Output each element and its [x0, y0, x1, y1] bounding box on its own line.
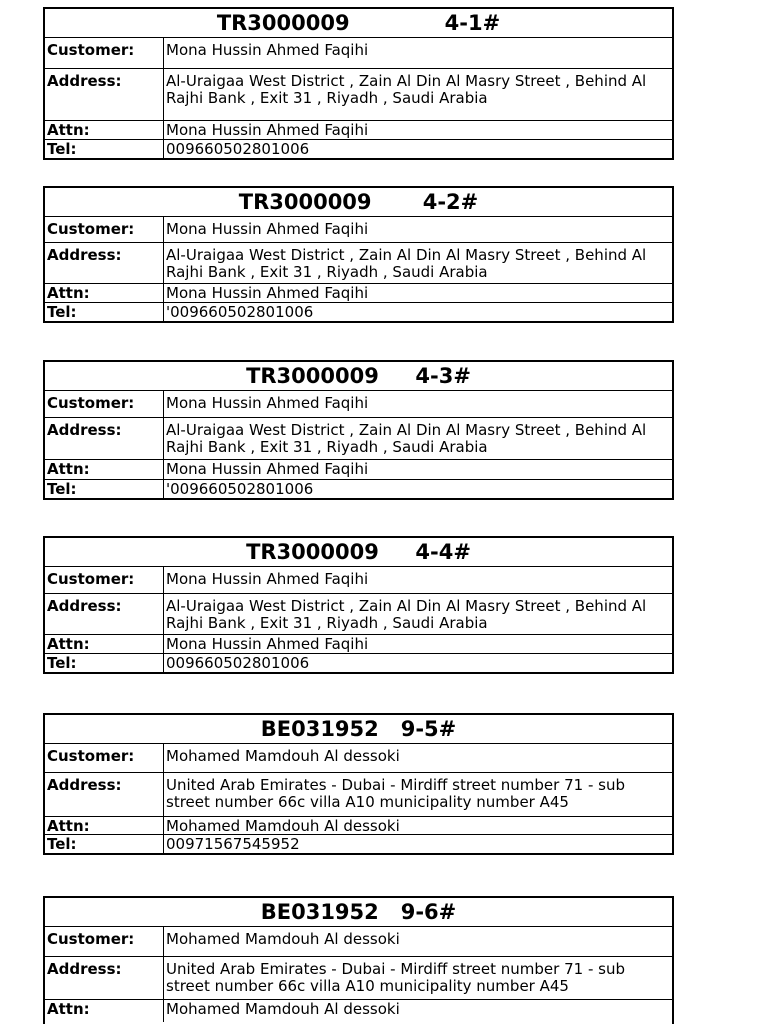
address-value [164, 418, 672, 459]
address-value [164, 243, 672, 283]
customer-value: Mona Hussin Ahmed Faqihi [166, 570, 369, 588]
customer-label: Customer: [45, 927, 164, 956]
label-title: BE031952 9-6# [45, 898, 672, 927]
address-line-2: street number 66c villa A10 municipality number A45 [166, 793, 569, 812]
address-label: Address: [45, 594, 164, 634]
tel-value: 009660502801006 [166, 140, 310, 158]
shipping-label-4 [43, 536, 674, 674]
customer-value: Mona Hussin Ahmed Faqihi [166, 41, 369, 59]
attn-label: Attn: [45, 460, 164, 479]
label-title: TR3000009 4-4# [45, 538, 672, 567]
address-line-2: Rajhi Bank , Exit 31 , Riyadh , Saudi Arabia [166, 438, 488, 457]
label-title: TR3000009 4-2# [45, 188, 672, 217]
attn-value: Mohamed Mamdouh Al dessoki [166, 817, 400, 835]
attn-label: Attn: [45, 635, 164, 653]
attn-value: Mohamed Mamdouh Al dessoki [166, 1000, 400, 1018]
customer-label: Customer: [45, 744, 164, 772]
attn-value: Mona Hussin Ahmed Faqihi [166, 284, 369, 302]
address-line-2: Rajhi Bank , Exit 31 , Riyadh , Saudi Arabia [166, 89, 488, 108]
tel-label: Tel: [45, 140, 164, 158]
tel-value: 009660502801006 [166, 654, 310, 672]
customer-value: Mohamed Mamdouh Al dessoki [166, 747, 400, 765]
tel-value: '009660502801006 [166, 303, 314, 321]
address-label: Address: [45, 243, 164, 283]
shipping-label-6 [43, 896, 674, 1024]
customer-label: Customer: [45, 391, 164, 417]
address-value [164, 69, 672, 120]
tel-value: '009660502801006 [166, 480, 314, 498]
address-line-1: Al-Uraigaa West District , Zain Al Din Al Masry Street , Behind Al [166, 421, 647, 439]
customer-label: Customer: [45, 217, 164, 242]
customer-value: Mona Hussin Ahmed Faqihi [166, 394, 369, 412]
address-line-1: United Arab Emirates - Dubai - Mirdiff street number 71 - sub [166, 776, 625, 794]
address-label: Address: [45, 69, 164, 120]
shipping-label-1 [43, 7, 674, 160]
address-line-1: United Arab Emirates - Dubai - Mirdiff street number 71 - sub [166, 960, 625, 978]
shipping-label-5 [43, 713, 674, 855]
address-value [164, 594, 672, 634]
attn-label: Attn: [45, 817, 164, 834]
tel-label: Tel: [45, 654, 164, 672]
address-line-2: Rajhi Bank , Exit 31 , Riyadh , Saudi Arabia [166, 263, 488, 282]
attn-label: Attn: [45, 1000, 164, 1022]
tel-label: Tel: [45, 303, 164, 321]
label-title: TR3000009 4-1# [45, 9, 672, 38]
tel-value: 00971567545952 [166, 835, 300, 853]
customer-value: Mohamed Mamdouh Al dessoki [166, 930, 400, 948]
address-line-2: street number 66c villa A10 municipality number A45 [166, 977, 569, 996]
label-title: TR3000009 4-3# [45, 362, 672, 391]
address-line-1: Al-Uraigaa West District , Zain Al Din Al Masry Street , Behind Al [166, 246, 647, 264]
address-line-2: Rajhi Bank , Exit 31 , Riyadh , Saudi Arabia [166, 614, 488, 633]
address-label: Address: [45, 773, 164, 816]
customer-label: Customer: [45, 567, 164, 593]
customer-value: Mona Hussin Ahmed Faqihi [166, 220, 369, 238]
attn-label: Attn: [45, 284, 164, 302]
customer-label: Customer: [45, 38, 164, 68]
tel-label: Tel: [45, 835, 164, 853]
address-label: Address: [45, 418, 164, 459]
attn-value: Mona Hussin Ahmed Faqihi [166, 460, 369, 478]
address-label: Address: [45, 957, 164, 999]
attn-value: Mona Hussin Ahmed Faqihi [166, 635, 369, 653]
address-line-1: Al-Uraigaa West District , Zain Al Din Al Masry Street , Behind Al [166, 597, 647, 615]
shipping-label-3 [43, 360, 674, 500]
label-title: BE031952 9-5# [45, 715, 672, 744]
address-value [164, 773, 672, 816]
attn-label: Attn: [45, 121, 164, 139]
address-line-1: Al-Uraigaa West District , Zain Al Din Al Masry Street , Behind Al [166, 72, 647, 90]
attn-value: Mona Hussin Ahmed Faqihi [166, 121, 369, 139]
address-value [164, 957, 672, 999]
tel-label: Tel: [45, 480, 164, 498]
shipping-label-2 [43, 186, 674, 323]
